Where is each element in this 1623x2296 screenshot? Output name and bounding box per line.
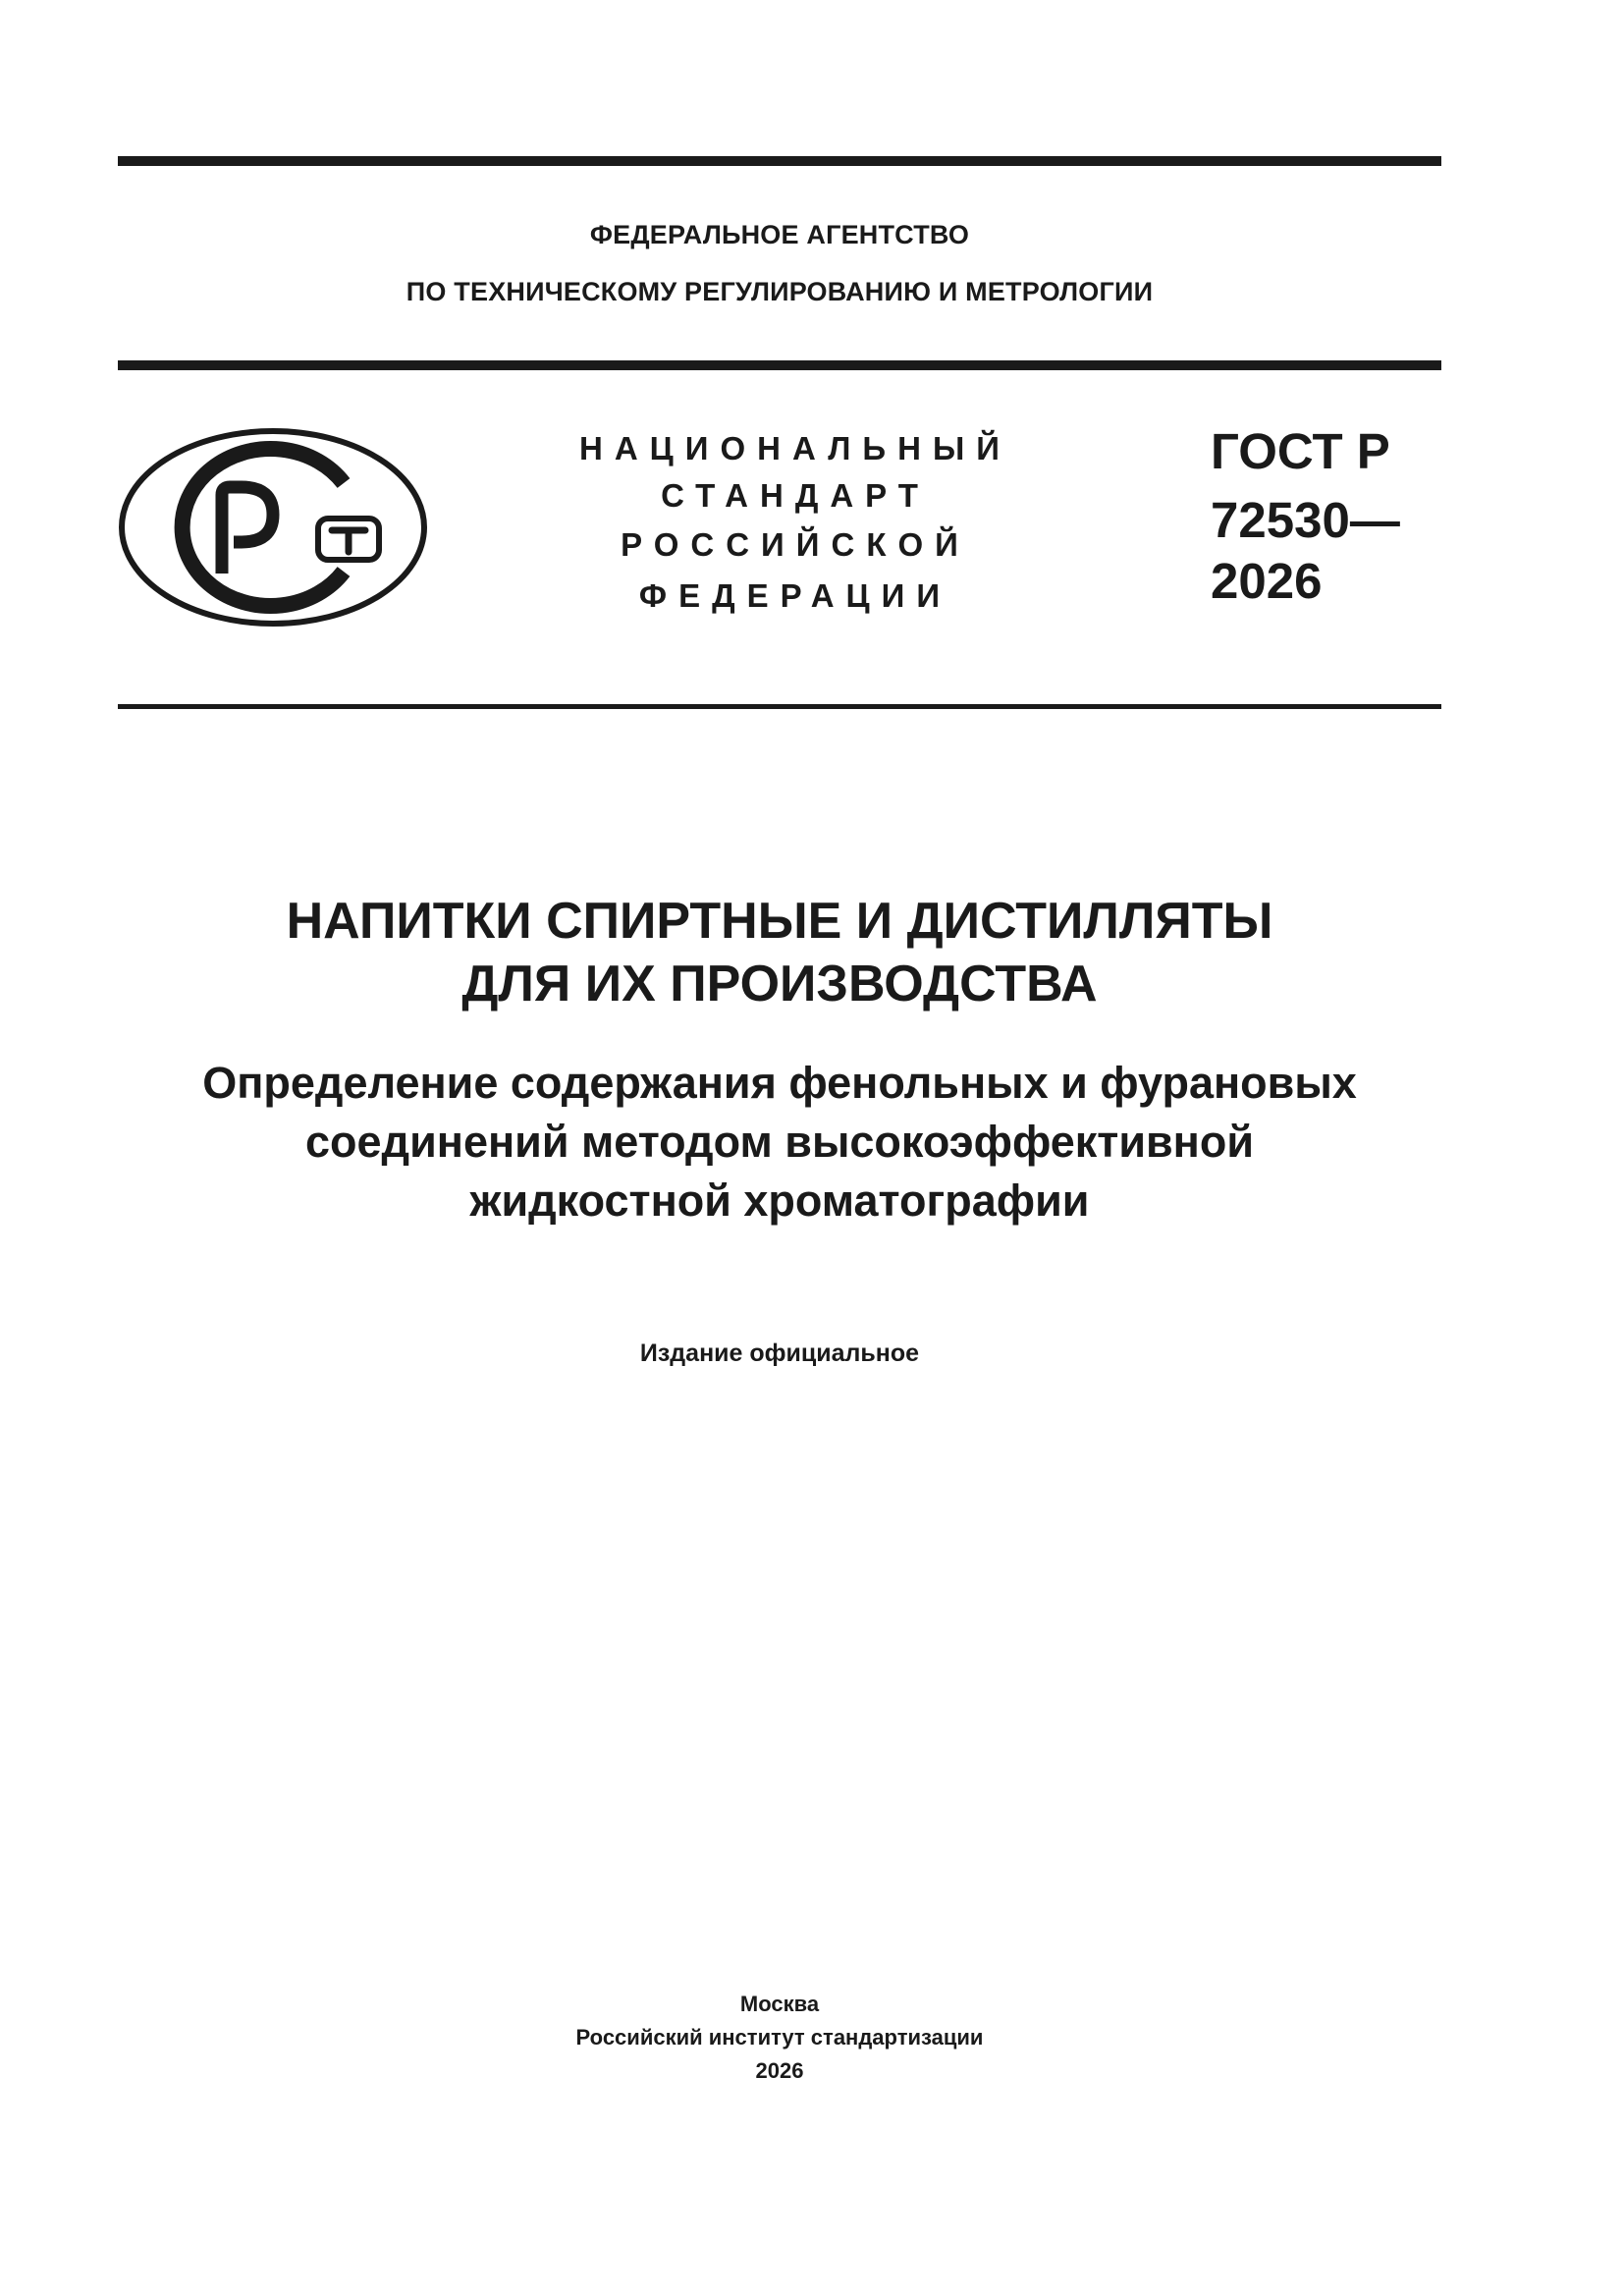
national-line-4: ФЕДЕРАЦИИ: [638, 577, 952, 614]
rst-gost-logo-icon: [116, 424, 430, 630]
publisher-name: Российский институт стандартизации: [575, 2025, 984, 2050]
document-subtitle-line-3: жидкостной хроматографии: [469, 1175, 1090, 1226]
standard-designation-line-2: 72530—: [1211, 492, 1400, 548]
agency-name-line-2: ПО ТЕХНИЧЕСКОМУ РЕГУЛИРОВАНИЮ И МЕТРОЛОГИИ: [406, 277, 1154, 306]
national-line-3: РОССИЙСКОЙ: [621, 526, 970, 563]
document-title-line-2: ДЛЯ ИХ ПРОИЗВОДСТВА: [461, 956, 1098, 1012]
document-subtitle-line-1: Определение содержания фенольных и фурановых: [202, 1058, 1357, 1108]
edition-note: Издание официальное: [639, 1339, 920, 1367]
national-line-2: СТАНДАРТ: [661, 477, 930, 514]
top-rule: [118, 156, 1441, 166]
publication-year: 2026: [755, 2058, 804, 2083]
agency-name-line-1: ФЕДЕРАЛЬНОЕ АГЕНТСТВО: [589, 220, 970, 249]
national-line-1: НАЦИОНАЛЬНЫЙ: [579, 430, 1011, 466]
document-subtitle-line-2: соединений методом высокоэффективной: [305, 1117, 1254, 1167]
publisher-city: Москва: [739, 1992, 820, 2016]
header-divider-rule: [118, 360, 1441, 370]
document-title-line-1: НАПИТКИ СПИРТНЫЕ И ДИСТИЛЛЯТЫ: [286, 893, 1273, 950]
standard-block-divider-rule: [118, 704, 1441, 709]
standard-designation-line-1: ГОСТ Р: [1211, 423, 1390, 479]
standard-designation-line-3: 2026: [1211, 553, 1323, 609]
